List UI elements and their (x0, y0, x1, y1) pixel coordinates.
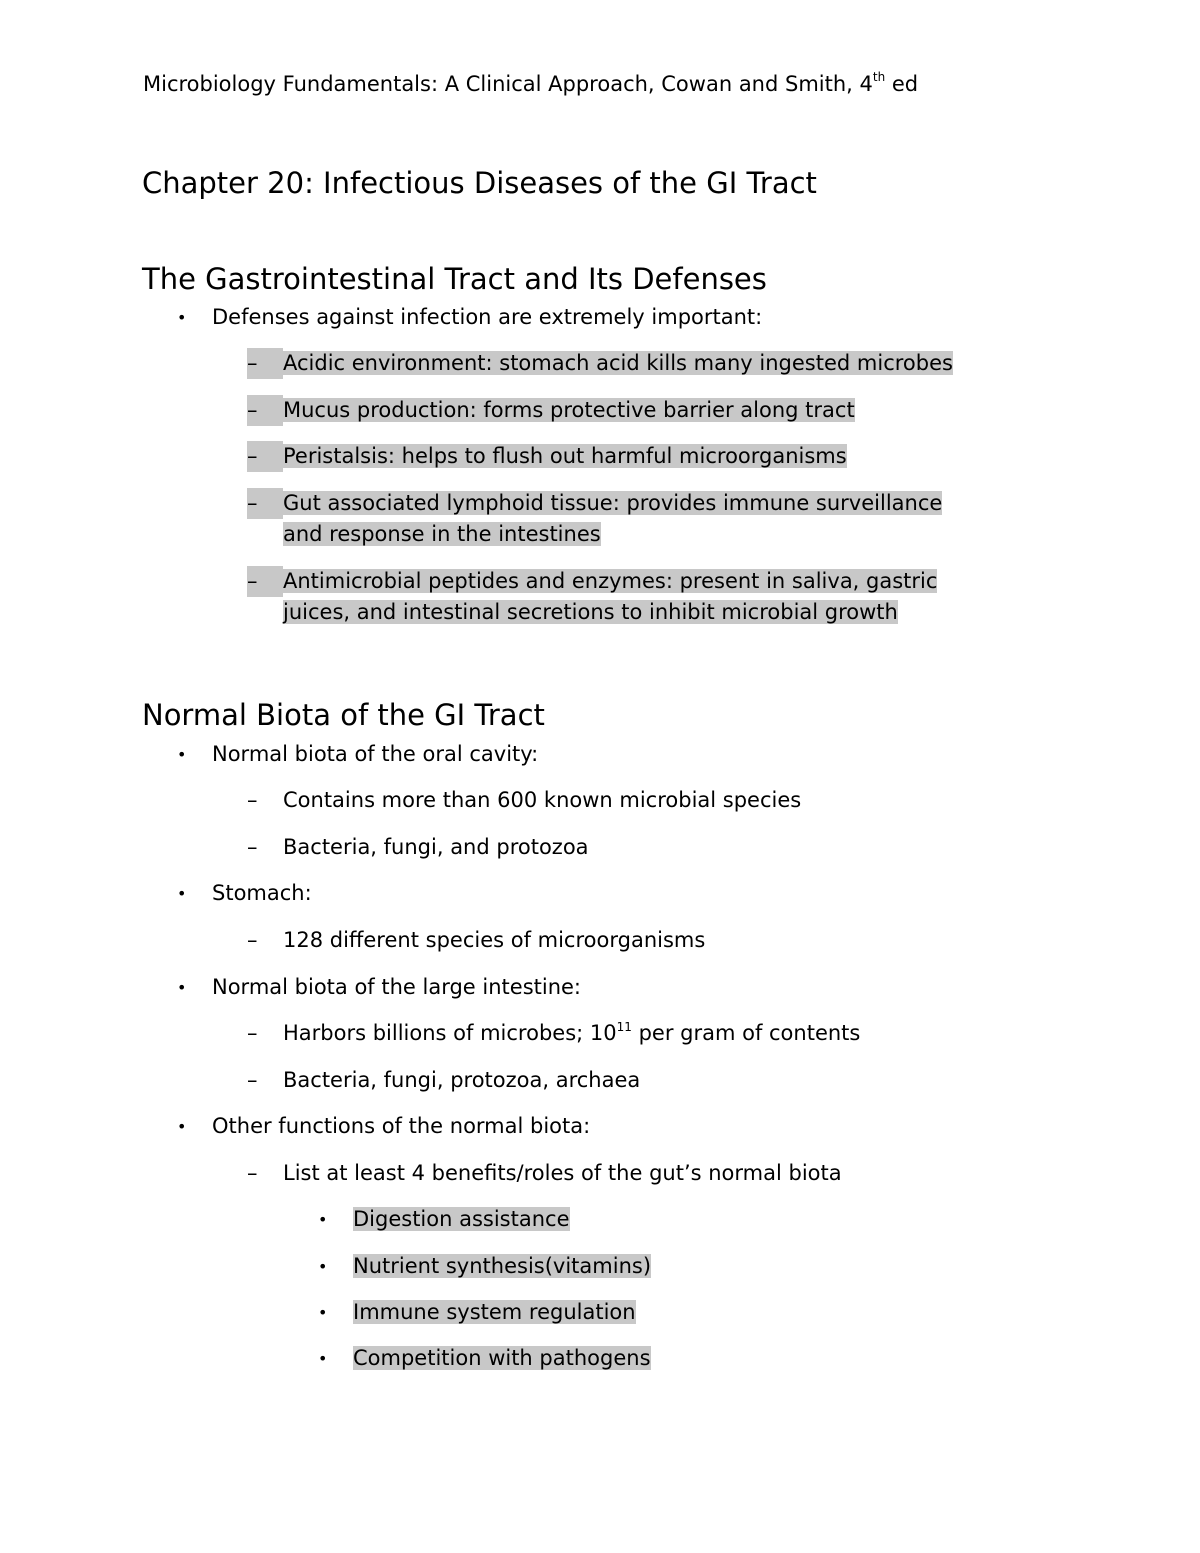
bullet-icon: • (318, 1257, 328, 1276)
list-item (247, 395, 855, 426)
dash-icon: – (247, 1161, 258, 1185)
exponent-superscript: 11 (616, 1020, 632, 1034)
bullet-icon: • (177, 745, 187, 764)
list-item-text: and response in the intestines (283, 522, 601, 546)
answer-item (353, 1297, 636, 1328)
bullet-icon: • (318, 1210, 328, 1229)
dash-icon: – (247, 788, 258, 812)
list-item-text: List at least 4 benefits/roles of the gut’s normal biota (283, 1161, 842, 1185)
book-title: Microbiology Fundamentals: A Clinical Approach, Cowan and Smith, 4 (143, 72, 873, 96)
stomach-bullet-text: Stomach: (212, 881, 312, 905)
list-item-text: Bacteria, fungi, protozoa, archaea (283, 1068, 641, 1092)
list-item-text: 128 different species of microorganisms (283, 928, 706, 952)
bullet-icon: • (177, 308, 187, 327)
bullet-icon: • (177, 884, 187, 903)
list-item-text: Mucus production: forms protective barrier along tract (283, 398, 855, 422)
dash-icon: – (247, 441, 283, 472)
list-item (247, 348, 953, 379)
dash-icon: – (247, 566, 283, 597)
list-item-continuation (283, 519, 601, 550)
bullet-icon: • (318, 1303, 328, 1322)
answer-text: Nutrient synthesis(vitamins) (353, 1254, 652, 1278)
list-item-continuation (283, 597, 898, 628)
edition-superscript: th (872, 70, 886, 84)
answer-item (353, 1251, 651, 1282)
oral-bullet-text: Normal biota of the oral cavity: (212, 742, 539, 766)
dash-icon: – (247, 1068, 258, 1092)
list-item-text: Contains more than 600 known microbial species (283, 788, 802, 812)
list-item-text: Harbors billions of microbes; 10 (283, 1021, 617, 1045)
list-item-microbe-count (283, 1018, 860, 1052)
bullet-icon: • (177, 978, 187, 997)
list-item-text: juices, and intestinal secretions to inhibit microbial growth (283, 600, 898, 624)
large-intestine-bullet-text: Normal biota of the large intestine: (212, 975, 582, 999)
list-item-text: Peristalsis: helps to flush out harmful microorganisms (283, 444, 847, 468)
answer-item (353, 1204, 570, 1235)
section-title-normal-biota: Normal Biota of the GI Tract (142, 698, 545, 732)
bullet-icon: • (318, 1349, 328, 1368)
list-item-text: Antimicrobial peptides and enzymes: present in saliva, gastric (283, 569, 938, 593)
edition-suffix: ed (885, 72, 919, 96)
list-item (247, 488, 942, 519)
list-item-text: Bacteria, fungi, and protozoa (283, 835, 589, 859)
bullet-icon: • (177, 1117, 187, 1136)
dash-icon: – (247, 348, 283, 379)
list-item (247, 566, 937, 597)
dash-icon: – (247, 488, 283, 519)
answer-item (353, 1343, 651, 1374)
chapter-title: Chapter 20: Infectious Diseases of the GI Tract (142, 166, 817, 200)
dash-icon: – (247, 928, 258, 952)
book-header (143, 72, 918, 96)
defenses-bullet-text: Defenses against infection are extremely important: (212, 305, 763, 329)
list-item-text: Acidic environment: stomach acid kills many ingested microbes (283, 351, 953, 375)
answer-text: Immune system regulation (353, 1300, 636, 1324)
answer-text: Competition with pathogens (353, 1346, 651, 1370)
answer-text: Digestion assistance (353, 1207, 570, 1231)
dash-icon: – (247, 835, 258, 859)
dash-icon: – (247, 395, 283, 426)
section-title-defenses: The Gastrointestinal Tract and Its Defenses (142, 262, 767, 296)
dash-icon: – (247, 1021, 258, 1045)
list-item (247, 441, 847, 472)
list-item-text: Gut associated lymphoid tissue: provides immune surveillance (283, 491, 943, 515)
list-item-text: per gram of contents (631, 1021, 861, 1045)
other-functions-bullet-text: Other functions of the normal biota: (212, 1114, 591, 1138)
